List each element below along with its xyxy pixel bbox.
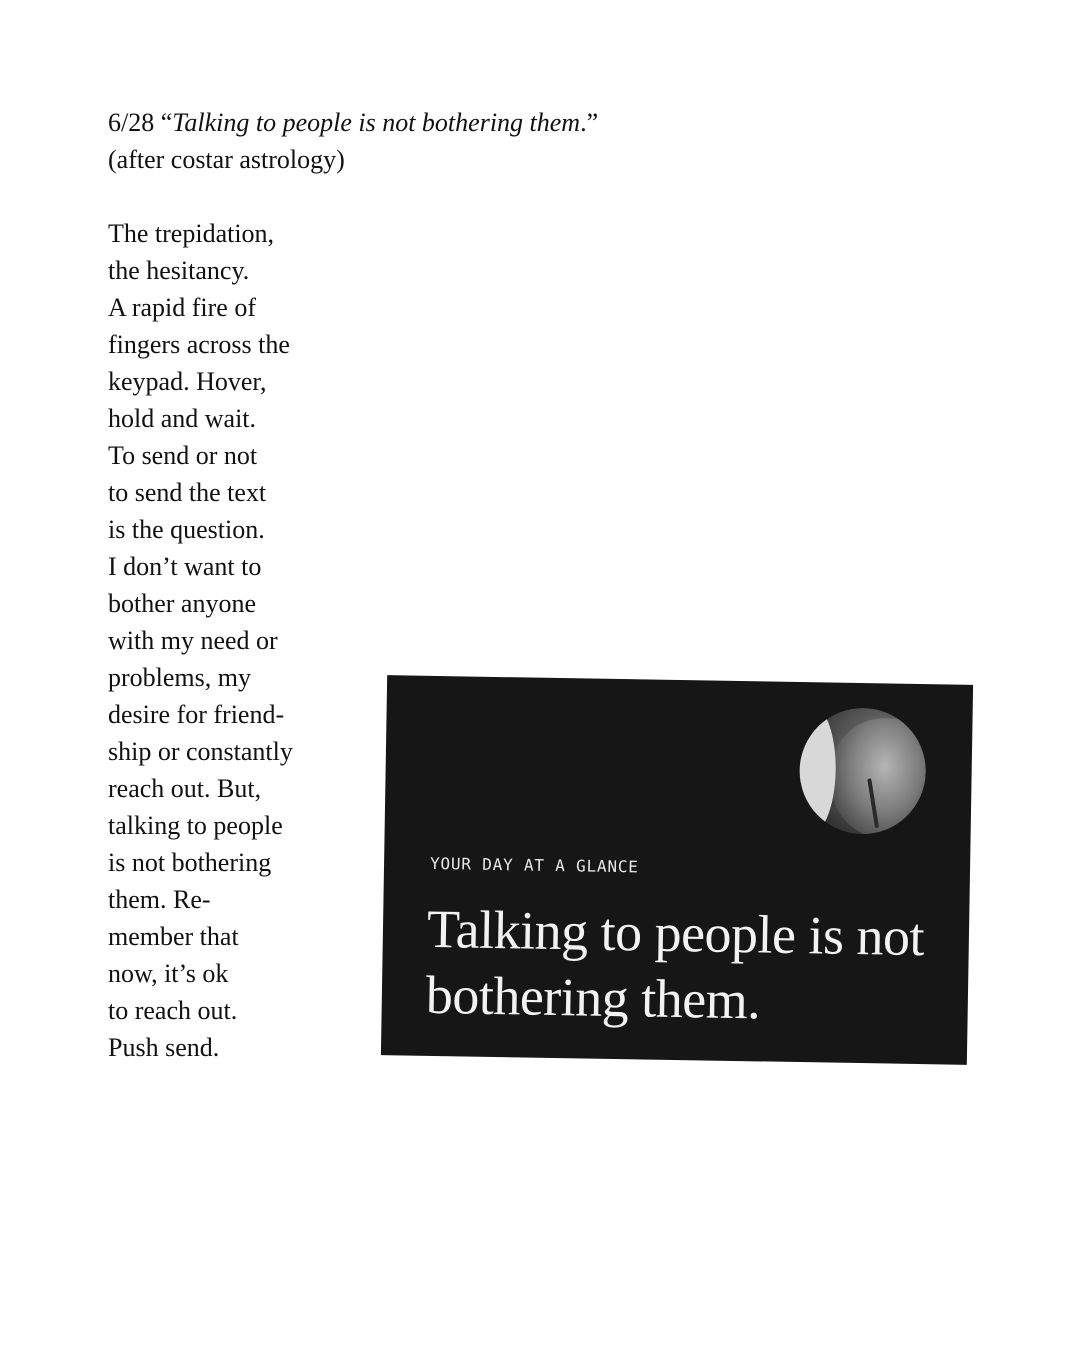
poem-line: is the question.	[108, 515, 265, 544]
poem-date: 6/28	[108, 108, 155, 137]
poem-header	[108, 104, 598, 178]
poem-title	[108, 104, 598, 141]
poem-line: desire for friend-	[108, 700, 285, 729]
card-headline: Talking to people is not bothering them.	[425, 898, 925, 1031]
horoscope-card	[381, 675, 973, 1065]
poem-line: bother anyone	[108, 589, 257, 618]
poem-line: is not bothering	[108, 848, 272, 877]
poem-title-quote: Talking to people is not bothering them	[172, 108, 581, 137]
poem-body	[108, 215, 293, 1066]
poem-line: fingers across the	[108, 330, 290, 359]
poem-line: member that	[108, 922, 239, 951]
poem-line: now, it’s ok	[108, 959, 229, 988]
poem-line: A rapid fire of	[108, 293, 257, 322]
poem-line: with my need or	[108, 626, 278, 655]
poem-line: them. Re-	[108, 885, 211, 914]
poem-line: ship or constantly	[108, 737, 293, 766]
card-label: YOUR DAY AT A GLANCE	[429, 853, 639, 877]
poem-subtitle: (after costar astrology)	[108, 145, 345, 174]
quote-open-mark: “	[160, 108, 173, 137]
poem-line: talking to people	[108, 811, 283, 840]
poem-line: reach out. But,	[108, 774, 262, 803]
poem-line: the hesitancy.	[108, 256, 250, 285]
sculpture-figure	[829, 718, 927, 836]
poem-line: problems, my	[108, 663, 251, 692]
poem-line: to send the text	[108, 478, 267, 507]
poem-line: to reach out.	[108, 996, 238, 1025]
sculpture-photo-icon	[799, 707, 927, 835]
light-sliver	[799, 707, 837, 835]
poem-line: hold and wait.	[108, 404, 257, 433]
poem-line: I don’t want to	[108, 552, 262, 581]
quote-close-mark: .”	[580, 108, 599, 137]
poem-line: To send or not	[108, 441, 258, 470]
poem-line: keypad. Hover,	[108, 367, 267, 396]
poem-line: The trepidation,	[108, 219, 275, 248]
poem-line: Push send.	[108, 1033, 220, 1062]
